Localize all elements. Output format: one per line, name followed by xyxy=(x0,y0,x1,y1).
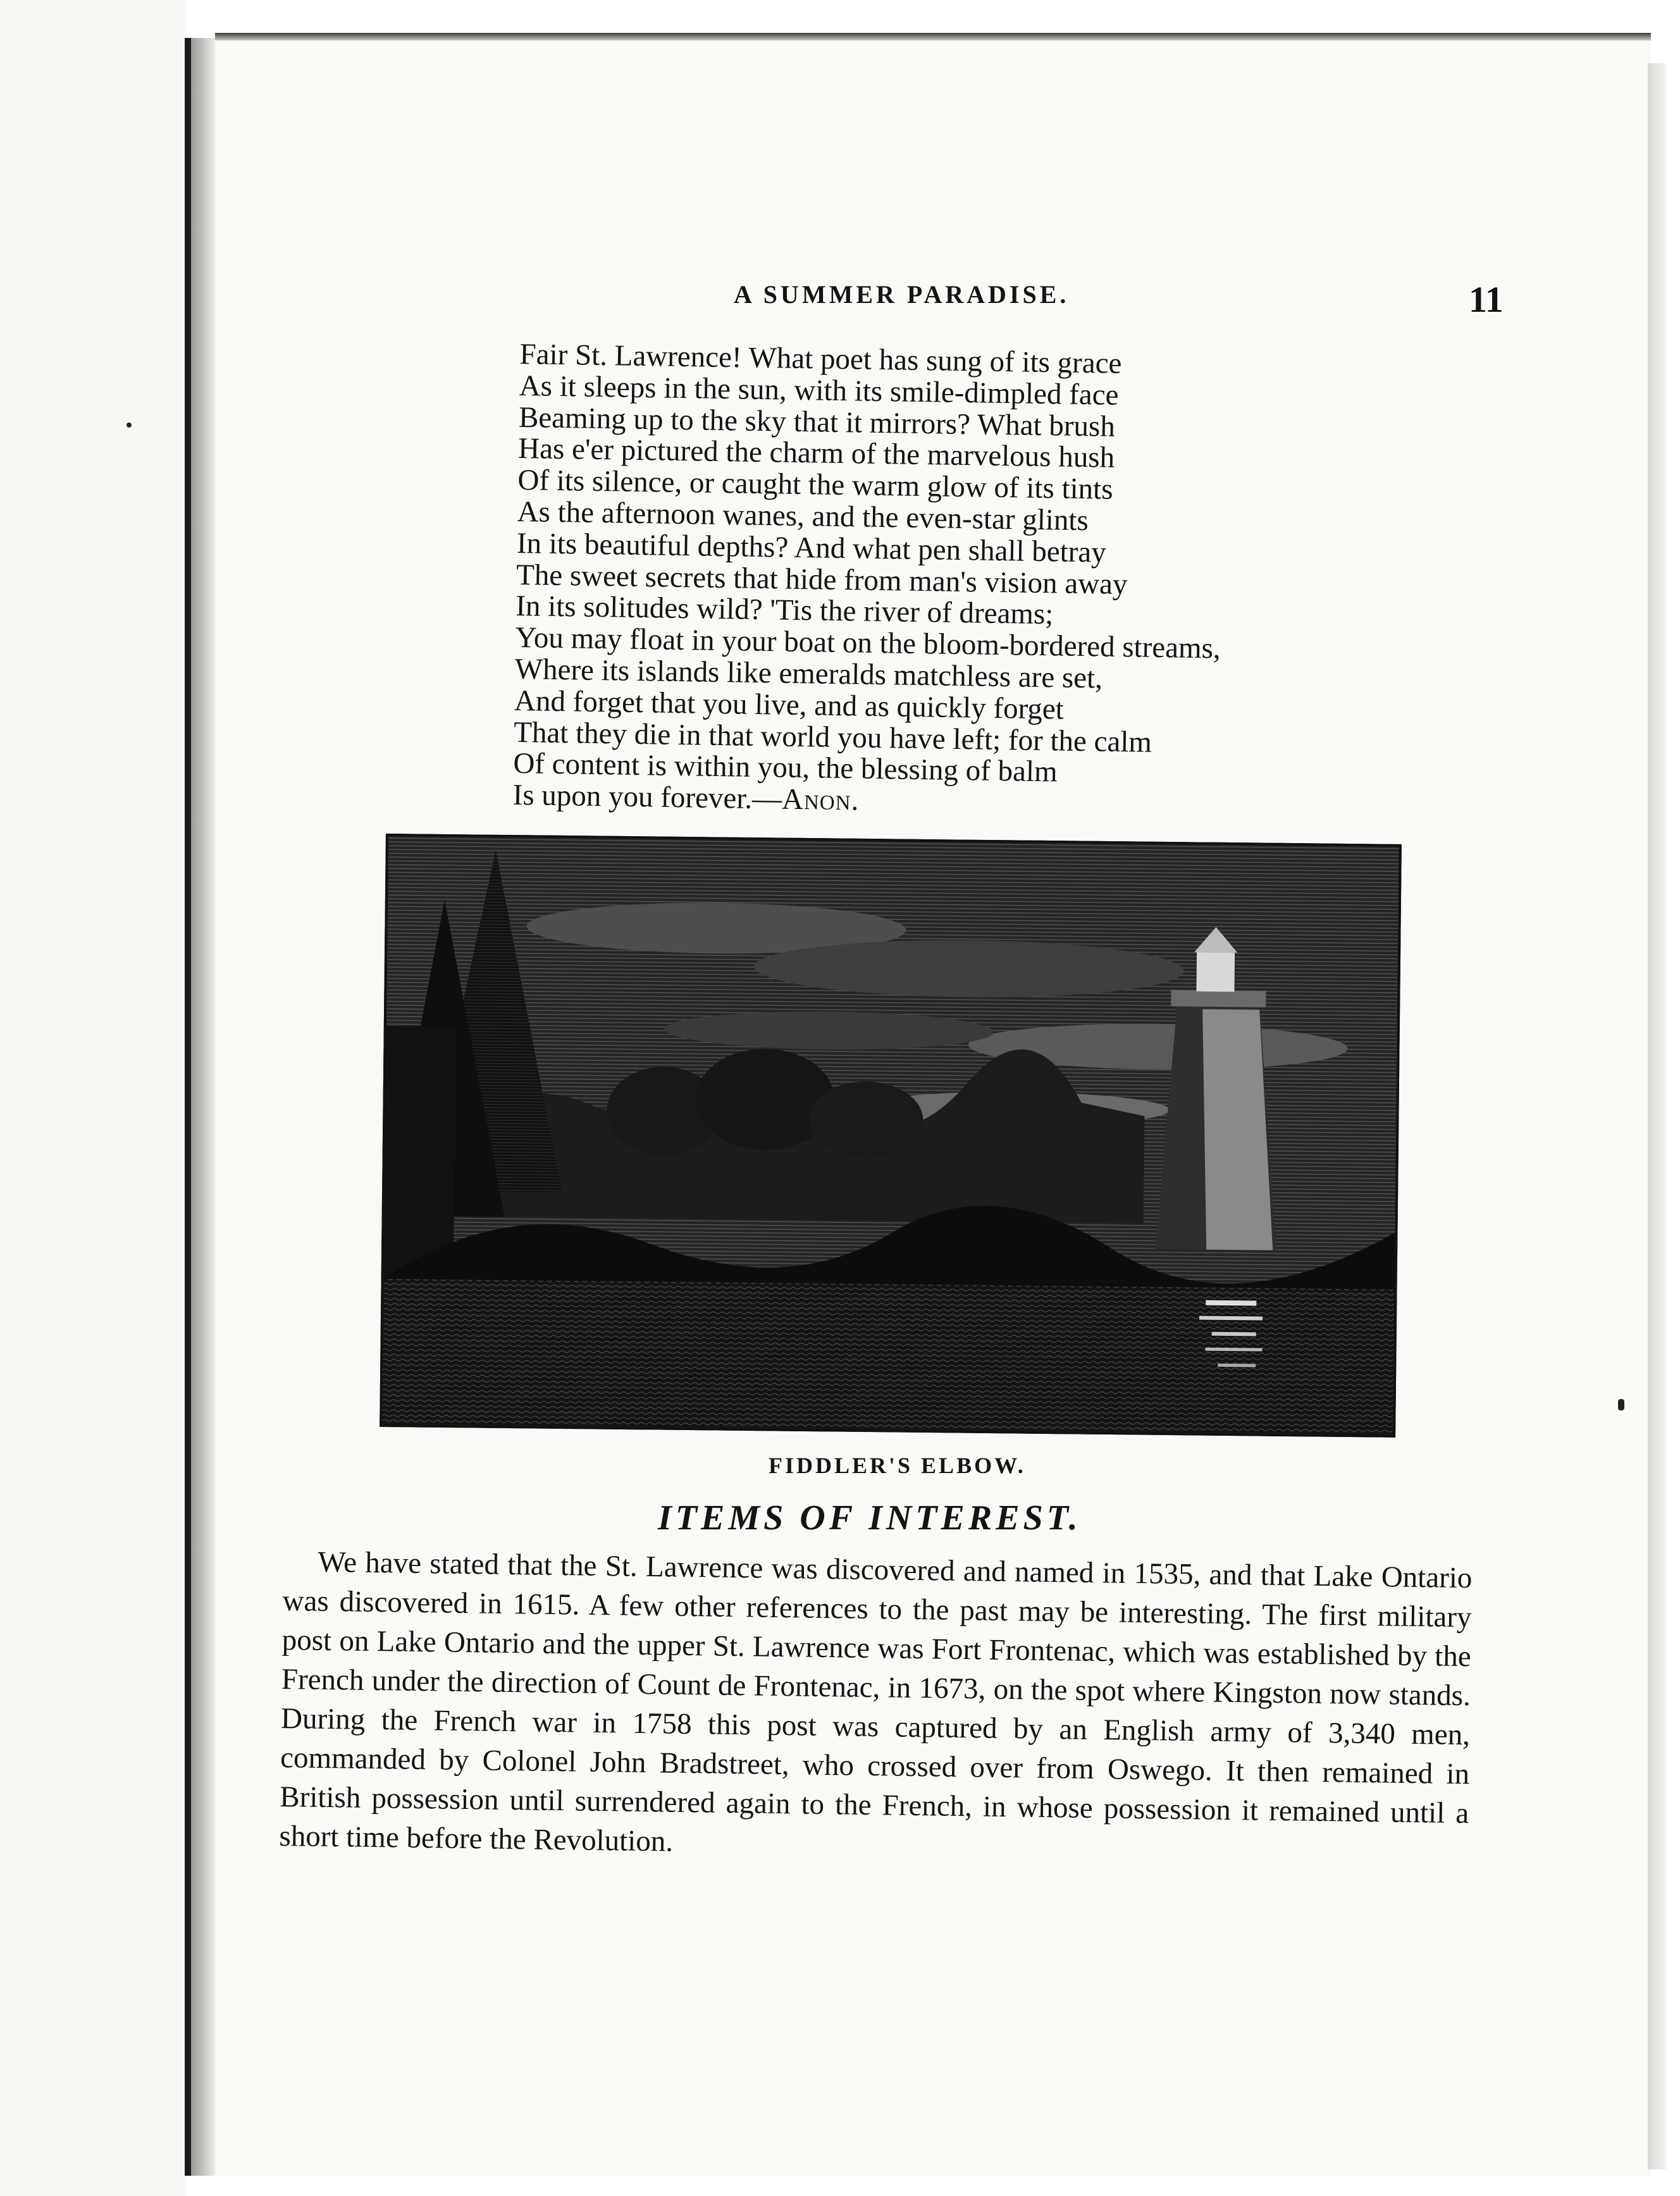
poem-line: Of its silence, or caught the warm glow of its tints xyxy=(517,464,1113,506)
binding-gutter xyxy=(185,38,191,2176)
poem-line: Where its islands like emeralds matchless are set, xyxy=(514,652,1103,695)
poem-attribution: Anon. xyxy=(781,782,860,817)
section-heading: ITEMS OF INTEREST. xyxy=(658,1498,1082,1538)
poem-line: And forget that you live, and as quickly forget xyxy=(514,684,1065,726)
poem-line: In its solitudes wild? 'Tis the river of dreams; xyxy=(515,589,1054,631)
poem-line: Beaming up to the sky that it mirrors? What brush xyxy=(518,400,1116,443)
poem-line-text: Is upon you forever.— xyxy=(512,779,782,816)
poem-line: As the afternoon wanes, and the even-star glints xyxy=(517,495,1089,538)
body-text xyxy=(279,1542,1473,1872)
poem-line: Fair St. Lawrence! What poet has sung of its grace xyxy=(519,338,1122,380)
illustration-caption: FIDDLER'S ELBOW. xyxy=(769,1453,1026,1478)
engraving-scene xyxy=(382,836,1399,1435)
poem-line: That they die in that world you have left; for the calm xyxy=(513,715,1152,759)
page-top-edge xyxy=(215,33,1651,40)
poem-line: The sweet secrets that hide from man's vision away xyxy=(516,558,1128,601)
poem-line: As it sleeps in the sun, with its smile-dimpled face xyxy=(519,369,1119,412)
page-number: 11 xyxy=(1469,279,1504,320)
poem-line: Has e'er pictured the charm of the marvelous hush xyxy=(517,432,1115,475)
scan-speck xyxy=(1618,1399,1624,1410)
poem-line: Of content is within you, the blessing of balm xyxy=(513,747,1058,789)
scan-speck xyxy=(127,423,132,428)
running-head: A SUMMER PARADISE. xyxy=(734,280,1070,309)
page-right-edge xyxy=(1648,63,1667,2169)
poem-line: In its beautiful depths? And what pen shall betray xyxy=(516,526,1107,569)
poem xyxy=(512,339,1342,824)
poem-line: You may float in your boat on the bloom-bordered streams, xyxy=(515,621,1221,665)
facing-page-margin xyxy=(0,0,187,2196)
gutter-shadow xyxy=(191,38,216,2176)
engraving-illustration xyxy=(380,834,1402,1438)
body-paragraph: We have stated that the St. Lawrence was discovered and named in 1535, and that Lake Ontario was discovered in 1615. A few other references to the past may be interesting. The first military post on Lake Ontario and the upper St. Lawrence was Fort Frontenac, which was established by the French under the direction of Count de Frontenac, in 1673, on the spot where Kingston now stands. During the French war in 1758 this post was captured by an English army of 3,340 men, commanded by Colonel John Bradstreet, who crossed over from Oswego. It then remained in British possession until surrendered again to the French, in whose possession it remained until a short time before the Revolution. xyxy=(279,1545,1473,1858)
